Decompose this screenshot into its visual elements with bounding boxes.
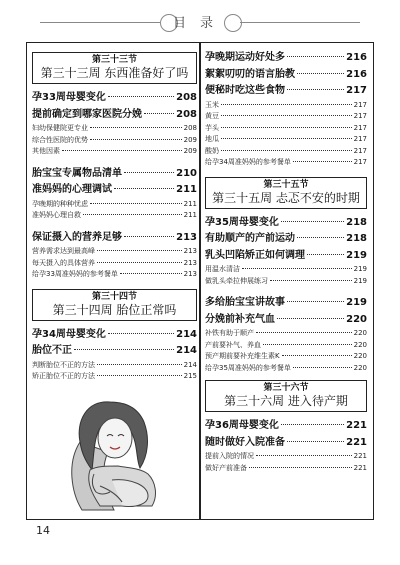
entry-page-number: 211: [183, 211, 197, 219]
entry-title: 胎宝宝专属物品清单: [32, 167, 122, 179]
entry-title: 酸奶: [205, 146, 219, 155]
entry-title: 做乳头牵拉伸展练习: [205, 276, 268, 285]
toc-entry[interactable]: [32, 107, 197, 124]
entry-title: 做好产前准备: [205, 463, 247, 472]
entry-title: 给孕35周准妈妈的参考餐单: [205, 363, 291, 372]
entry-page-number: 219: [346, 297, 367, 308]
entry-title: 每天摄入的具体营养: [32, 258, 95, 267]
dot-leader: [287, 89, 344, 90]
entry-title: 黄豆: [205, 112, 219, 120]
dot-leader: [221, 104, 352, 105]
entry-title: 准妈妈心理自救: [32, 211, 81, 219]
entry-page-number: 213: [183, 270, 197, 278]
entry-page-number: 221: [346, 436, 367, 448]
entry-title: 胎位不正: [32, 345, 72, 356]
dot-leader: [221, 138, 352, 139]
entry-title: 地瓜: [205, 135, 219, 143]
toc-subentry[interactable]: [205, 451, 367, 463]
dot-leader: [120, 273, 182, 274]
dot-leader: [97, 262, 182, 263]
dot-leader: [114, 188, 174, 189]
entry-page-number: 220: [353, 363, 367, 372]
dot-leader: [277, 318, 344, 319]
section-title: 第三十六周 进入待产期: [224, 394, 348, 408]
entry-page-number: 210: [176, 167, 197, 179]
toc-subentry[interactable]: [32, 199, 197, 211]
dot-leader: [307, 254, 344, 255]
entry-title: 营养需求达到最高峰: [32, 247, 95, 255]
section-header-36: [205, 380, 367, 412]
entry-title: 补铁有助于顺产: [205, 329, 254, 337]
dot-leader: [124, 172, 174, 173]
section-title: 第三十三周 东西准备好了吗: [40, 66, 189, 80]
dot-leader: [249, 467, 352, 468]
dot-leader: [62, 150, 182, 151]
entry-title: 孕33周母婴变化: [32, 92, 106, 103]
entry-title: 孕晚期的种种忧虑: [32, 199, 88, 208]
dot-leader: [97, 364, 182, 365]
dot-leader: [293, 367, 352, 368]
entry-page-number: 220: [353, 340, 367, 349]
entry-title: 孕34周母婴变化: [32, 328, 106, 340]
entry-page-number: 217: [353, 158, 367, 166]
spacer: [32, 222, 197, 230]
dot-leader: [221, 115, 352, 116]
entry-title: 提前入院的情况: [205, 452, 254, 460]
toc-subentry[interactable]: [32, 258, 197, 270]
entry-title: 孕35周母婴变化: [205, 216, 279, 228]
toc-entry[interactable]: [205, 67, 367, 84]
entry-page-number: 219: [353, 276, 367, 285]
toc-entry[interactable]: [205, 215, 367, 232]
toc-entry[interactable]: [205, 295, 367, 312]
toc-subentry[interactable]: [205, 134, 367, 146]
toc-subentry[interactable]: [205, 276, 367, 288]
entry-title: 预产期前要补充维生素K: [205, 352, 280, 360]
entry-page-number: 217: [353, 100, 367, 109]
entry-title: 提前确定到哪家医院分娩: [32, 108, 142, 120]
entry-page-number: 213: [176, 231, 197, 243]
entry-page-number: 217: [353, 123, 367, 132]
dot-leader: [287, 301, 344, 302]
header-ornament-right-icon: [224, 14, 242, 32]
pregnant-woman-illustration: [52, 394, 172, 512]
section-header-34: [32, 289, 197, 321]
entry-page-number: 221: [346, 420, 367, 431]
dot-leader: [83, 214, 182, 215]
spacer: [205, 287, 367, 295]
entry-page-number: 218: [346, 216, 367, 228]
dot-leader: [90, 203, 182, 204]
toc-entry-list: [205, 418, 367, 474]
entry-page-number: 208: [176, 92, 197, 103]
dot-leader: [97, 375, 182, 376]
toc-subentry[interactable]: [205, 100, 367, 112]
entry-page-number: 221: [353, 452, 367, 460]
toc-subentry[interactable]: [32, 246, 197, 258]
entry-page-number: 209: [183, 135, 197, 144]
toc-subentry[interactable]: [32, 371, 197, 383]
dot-leader: [281, 221, 344, 222]
entry-page-number: 220: [353, 329, 367, 337]
entry-page-number: 208: [183, 124, 197, 132]
section-label: 第三十三节: [91, 55, 137, 65]
toc-entry[interactable]: [32, 230, 197, 247]
toc-entry[interactable]: [205, 248, 367, 265]
entry-page-number: 217: [353, 146, 367, 155]
entry-page-number: 219: [346, 249, 367, 261]
header-rule-right: [240, 22, 360, 23]
entry-page-number: 217: [353, 112, 367, 120]
section-label: 第三十四节: [91, 291, 137, 302]
toc-subentry[interactable]: [32, 135, 197, 147]
entry-page-number: 218: [346, 233, 367, 244]
toc-subentry[interactable]: [205, 340, 367, 352]
toc-subentry[interactable]: [205, 351, 367, 363]
dot-leader: [263, 344, 352, 345]
dot-leader: [144, 113, 174, 114]
entry-title: 用温水清洁: [205, 265, 240, 273]
section-header-33: [32, 52, 197, 84]
toc-right-column: [205, 50, 367, 474]
toc-entry[interactable]: [205, 435, 367, 452]
entry-page-number: 213: [183, 258, 197, 267]
entry-title: 有助顺产的产前运动: [205, 233, 295, 244]
entry-page-number: 211: [176, 184, 197, 195]
entry-title: 给孕33周准妈妈的参考餐单: [32, 270, 118, 278]
toc-entry[interactable]: [205, 83, 367, 100]
entry-page-number: 215: [183, 372, 197, 380]
dot-leader: [221, 150, 352, 151]
entry-title: 孕晚期运动好处多: [205, 52, 285, 63]
section-label: 第三十五节: [263, 179, 309, 190]
toc-entry[interactable]: [205, 418, 367, 435]
entry-page-number: 217: [353, 135, 367, 143]
entry-page-number: 211: [183, 199, 197, 208]
dot-leader: [90, 127, 182, 128]
dot-leader: [108, 96, 174, 97]
column-divider: [199, 42, 201, 520]
entry-page-number: 214: [183, 360, 197, 369]
entry-title: 其他因素: [32, 147, 60, 155]
entry-page-number: 219: [353, 265, 367, 273]
dot-leader: [282, 355, 352, 356]
dot-leader: [221, 127, 352, 128]
entry-title: 判断胎位不正的方法: [32, 360, 95, 369]
section-label: 第三十六节: [263, 383, 309, 393]
dot-leader: [74, 349, 174, 350]
toc-subentry[interactable]: [205, 264, 367, 276]
toc-subentry[interactable]: [205, 463, 367, 475]
toc-subentry[interactable]: [32, 360, 197, 372]
dot-leader: [287, 441, 344, 442]
toc-entry-list: [32, 327, 197, 383]
dot-leader: [124, 236, 174, 237]
dot-leader: [256, 332, 352, 333]
dot-leader: [90, 139, 182, 140]
entry-title: 产前要补气、养血: [205, 340, 261, 349]
dot-leader: [242, 268, 352, 269]
entry-title: 多给胎宝宝讲故事: [205, 297, 285, 308]
toc-entry-list: [205, 50, 367, 169]
entry-page-number: 221: [353, 463, 367, 472]
toc-entry[interactable]: [205, 312, 367, 329]
entry-title: 保证摄入的营养足够: [32, 231, 122, 243]
toc-subentry[interactable]: [205, 363, 367, 375]
toc-entry[interactable]: [205, 50, 367, 67]
dot-leader: [108, 333, 174, 334]
toc-entry[interactable]: [32, 182, 197, 199]
entry-title: 妇幼保健院更专业: [32, 124, 88, 132]
dot-leader: [297, 237, 344, 238]
section-title: 第三十四周 胎位正常吗: [52, 302, 177, 317]
entry-page-number: 208: [176, 108, 197, 120]
toc-entry[interactable]: [32, 90, 197, 107]
entry-title: 随时做好入院准备: [205, 436, 285, 448]
section-header-35: [205, 177, 367, 209]
entry-title: 乳头凹陷矫正如何调理: [205, 249, 305, 261]
toc-subentry[interactable]: [205, 111, 367, 123]
toc-subentry[interactable]: [32, 269, 197, 281]
toc-entry[interactable]: [32, 327, 197, 344]
entry-page-number: 216: [346, 52, 367, 63]
toc-entry[interactable]: [32, 343, 197, 360]
entry-page-number: 220: [353, 352, 367, 360]
section-title: 第三十五周 忐忑不安的时期: [212, 190, 360, 205]
dot-leader: [270, 280, 352, 281]
toc-entry-list: [205, 215, 367, 375]
toc-entry[interactable]: [205, 231, 367, 248]
dot-leader: [97, 250, 182, 251]
toc-subentry[interactable]: [205, 328, 367, 340]
entry-title: 芋头: [205, 123, 219, 132]
entry-page-number: 216: [346, 68, 367, 80]
dot-leader: [293, 161, 352, 162]
dot-leader: [287, 56, 344, 57]
entry-page-number: 213: [183, 247, 197, 255]
toc-entry-list: [32, 90, 197, 281]
toc-subentry[interactable]: [32, 146, 197, 158]
entry-page-number: 220: [346, 313, 367, 325]
toc-subentry[interactable]: [32, 210, 197, 222]
entry-title: 便秘时吃这些食物: [205, 85, 285, 96]
toc-left-column: [32, 50, 197, 383]
spacer: [32, 158, 197, 166]
entry-title: 综合性医院的优势: [32, 135, 88, 144]
entry-page-number: 209: [183, 147, 197, 155]
entry-page-number: 217: [346, 85, 367, 96]
toc-subentry[interactable]: [32, 123, 197, 135]
dot-leader: [281, 424, 344, 425]
entry-title: 孕36周母婴变化: [205, 420, 279, 431]
toc-subentry[interactable]: [205, 123, 367, 135]
toc-entry[interactable]: [32, 166, 197, 183]
toc-subentry[interactable]: [205, 146, 367, 158]
entry-title: 玉米: [205, 100, 219, 109]
entry-page-number: 214: [176, 345, 197, 356]
entry-title: 分娩前补充气血: [205, 313, 275, 325]
dot-leader: [297, 73, 344, 74]
entry-title: 矫正胎位不正的方法: [32, 372, 95, 380]
entry-title: 絮絮叨叨的语言胎教: [205, 68, 295, 80]
entry-page-number: 214: [176, 328, 197, 340]
page-header: [0, 8, 400, 38]
entry-title: 给孕34周准妈妈的参考餐单: [205, 158, 291, 166]
header-rule-left: [40, 22, 160, 23]
toc-subentry[interactable]: [205, 157, 367, 169]
entry-title: 准妈妈的心理调试: [32, 184, 112, 195]
page-title: 目录: [172, 16, 227, 31]
page-number: 14: [36, 524, 50, 537]
dot-leader: [256, 455, 352, 456]
